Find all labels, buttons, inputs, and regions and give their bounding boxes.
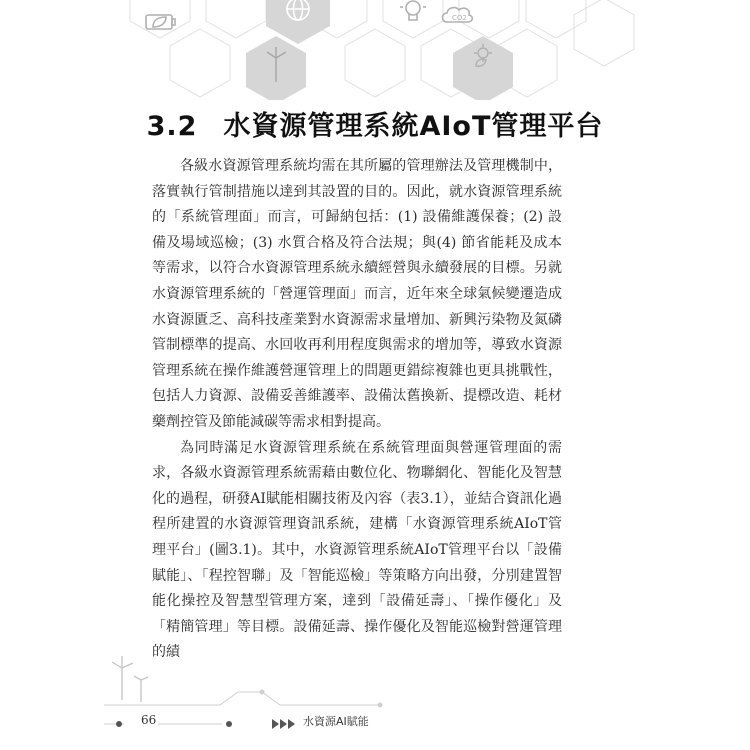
- co2-cloud-icon: [443, 8, 473, 22]
- section-title: [0, 104, 750, 143]
- battery-leaf-icon: [146, 15, 175, 29]
- section-title-text: 水資源管理系統AIoT管理平台: [223, 111, 604, 142]
- wind-turbine-icon: [112, 656, 148, 702]
- svg-text:CO2: CO2: [452, 14, 467, 22]
- section-number: 3.2: [146, 111, 198, 142]
- sprout-icon: [363, 66, 386, 78]
- footer-decoration: [0, 650, 750, 750]
- paragraph-2: 為同時滿足水資源管理系統在系統管理面與營運管理面的需求，各級水資源管理系統需藉由數位化、物聯網化、智能化及智慧化的過程，研發AI賦能相關技術及內容（表3.1），並結合資訊化過程所建置的水資源管理資訊系統，建構「水資源管理系統AIoT管理平台」(圖3.1)。其中，水資源管理系統AIoT管理平台以「設備賦能」、「程控智聯」及「智能巡檢」等策略方向出發，分別建置智能化操控及智慧型管理方案，達到「設備延壽」、「操作優化」及「精簡管理」等目標。設備延壽、操作優化及智能巡檢對營運管理的績: [152, 439, 562, 661]
- paragraph-1: 各級水資源管理系統均需在其所屬的管理辦法及管理機制中，落實執行管制措施以達到其設置的目的。因此，就水資源管理系統的「系統管理面」而言，可歸納包括：(1) 設備維護保養；(2) 設備及場域巡檢；(3) 水質合格及符合法規；與(4) 節省能耗及成本等需求，以符合水資源管理系統永續經營與永續發展的目標。另就水資源管理系統的「營運管理面」而言，近年來全球氣候變遷造成水資源匱乏、高科技產業對水資源需求量增加、新興污染物及氮磷管制標準的提高、水回收再利用程度與需求的增加等，導致水資源管理系統在操作維護營運管理上的問題更錯綜複雜也更具挑戰性，包括人力資源、設備妥善維護率、設備汰舊換新、提標改造、耗材藥劑控管及節能減碳等需求相對提高。: [152, 158, 562, 430]
- running-head: 水資源AI賦能: [303, 715, 369, 728]
- triple-arrow-icon: [272, 719, 295, 729]
- lightbulb-icon: [400, 0, 426, 20]
- body-text: [152, 154, 562, 666]
- header-decoration: [0, 0, 750, 100]
- page-number: 66: [141, 713, 157, 727]
